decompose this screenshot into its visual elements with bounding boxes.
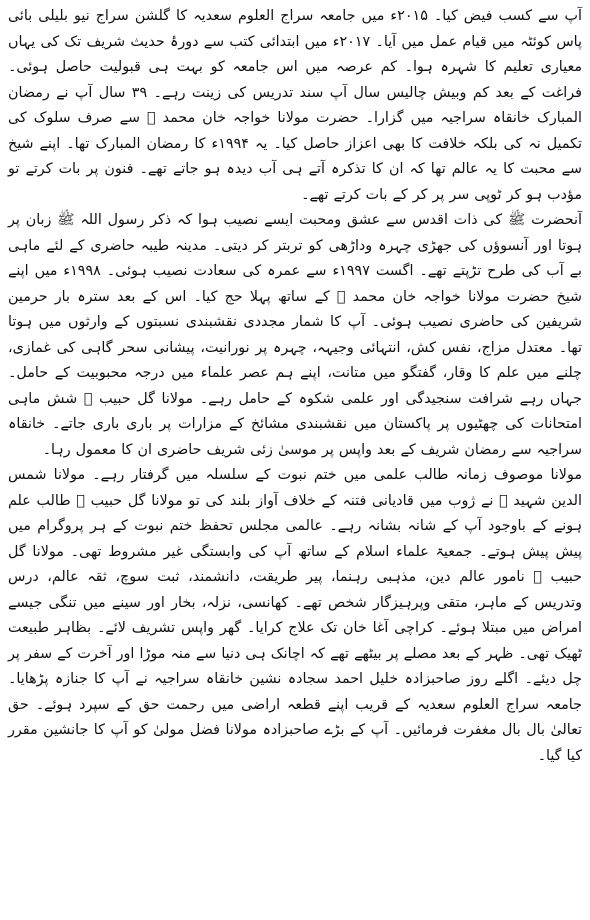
paragraph-devotion: آنحضرت ﷺ کی ذات اقدس سے عشق ومحبت ایسے نصیب ہوا کہ ذکر رسول اللہ ﷺ زبان پر ہوتا اور آنسوؤں کی جھڑی چہرہ وداڑھی کو تربتر کر دیتی۔ مدینہ طیبہ حاضری کے لئے ماہی بے آب کی طرح تڑپتے تھے۔ اگست ۱۹۹۷ء سے عمرہ کی سعادت نصیب ہوئی۔ ۱۹۹۸ء میں اپنے شیخ حضرت مولانا خواجہ خان محمد ﷫ کے ساتھ پہلا حج کیا۔ اس کے بعد سترہ بار حرمین شریفین کی حاضری نصیب ہوئی۔ آپ کا شمار مجددی نقشبندی نسبتوں کے وارثوں میں ہوتا تھا۔ معتدل مزاج، نفس کش، انتہائی وجیہہ، چہرہ پر نورانیت، پیشانی سحر گاہی کی غمازی، چلنے میں علم کا وقار، گفتگو میں متانت، اپنے ہم عصر علماء میں درجہ محبوبیت کے حامل۔ جہاں رہے شرافت سنجیدگی اور علمی شکوہ کے حامل رہے۔ مولانا گل حبیب ﷫ شش ماہی امتحانات کی چھٹیوں پر پاکستان میں نقشبندی مشائخ کے مزارات پر باری باری جاتے۔ خانقاہ سراجیہ سے رمضان شریف کے بعد واپس پر موسیٰ زئی شریف حاضری ان کا معمول رہا۔ bbox=[8, 212, 582, 458]
paragraph-khatm-nabuwwat: مولانا موصوف زمانہ طالب علمی میں ختم نبوت کے سلسلہ میں گرفتار رہے۔ مولانا شمس الدین شہید ﷫ نے ژوب میں قادیانی فتنہ کے خلاف آواز بلند کی تو مولانا گل حبیب ﷫ طالب علم ہونے کے باوجود آپ کے شانہ بشانہ رہے۔ عالمی مجلس تحفظ ختم نبوت کے ہر پروگرام میں پیش پیش ہوتے۔ جمعیۃ علماء اسلام کے ساتھ آپ کی وابستگی غیر مشروط تھی۔ مولانا گل حبیب ﷫ نامور عالم دین، مذہبی رہنما، پیر طریقت، دانشمند، ثبت سوچ، ثقہ عالم، درس وتدریس کے ماہر، متقی وپرہیزگار شخص تھے۔ کھانسی، نزلہ، بخار اور سینے میں تنگی جیسے امراض میں مبتلا ہوئے۔ کراچی آغا خان تک علاج کرایا۔ گھر واپس تشریف لائے۔ بظاہر طبیعت ٹھیک تھی۔ ظہر کے بعد مصلے پر بیٹھے تھے کہ اچانک ہی دنیا سے منہ موڑا اور آخرت کے سفر پر چل دیئے۔ اگلے روز صاحبزادہ خلیل احمد سجادہ نشین خانقاہ سراجیہ نے آپ کا جنازہ پڑھایا۔ جامعہ سراج العلوم سعدیہ کے قریب اپنے قطعہ اراضی میں رحمت حق کے سپرد ہوئے۔ حق تعالیٰ بال بال مغفرت فرمائیں۔ آپ کے بڑے صاحبزادہ مولانا فضل مولیٰ کو آپ کا جانشین مقرر کیا گیا۔ bbox=[8, 467, 582, 764]
paragraph-tenure: آپ سے کسب فیض کیا۔ ۲۰۱۵ء میں جامعہ سراج العلوم سعدیہ کا گلشن سراج نیو بلیلی بائی پاس کوئٹہ میں قیام عمل میں آیا۔ ۲۰۱۷ء میں ابتدائی کتب سے دورۂ حدیث شریف تک کی یہاں معیاری تعلیم کا شہرہ ہوا۔ کم عرصہ میں اس جامعہ کو بہت ہی قبولیت حاصل ہوئی۔ فراغت کے بعد کم وبیش چالیس سال آپ سند تدریس کی زینت رہے۔ ۳۹ سال آپ نے رمضان المبارک خانقاہ سراجیہ میں گزارا۔ حضرت مولانا خواجہ خان محمد ﷫ سے صرف سلوک کی تکمیل نہ کی بلکہ خلافت کا بھی اعزاز حاصل کیا۔ یہ ۱۹۹۴ء کا رمضان المبارک تھا۔ اپنے شیخ سے محبت کا یہ عالم تھا کہ ان کا تذکرہ آتے ہی آب دیدہ ہو جاتے تھے۔ فنون پر بات کرتے تو مؤدب ہو کر ٹوپی سر پر کر کے بات کرتے تھے۔ bbox=[8, 8, 582, 203]
